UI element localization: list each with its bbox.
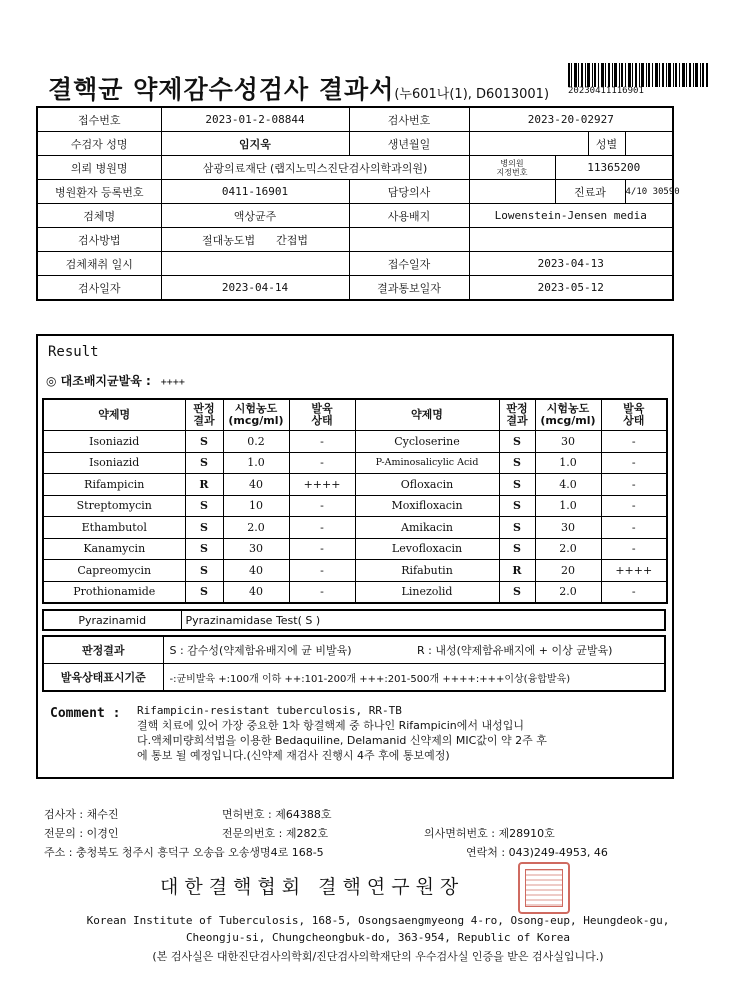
cell-right-growth: ++++ (601, 560, 667, 582)
drug-table-body (43, 431, 667, 604)
method-value-1: 절대농도법 (201, 233, 256, 247)
test-date-label: 검사일자 (37, 276, 161, 301)
cell-left-concentration: 40 (223, 474, 289, 496)
col-judge (185, 399, 223, 431)
address: 주소 : 충청북도 청주시 흥덕구 오송읍 오송생명4로 168-5 (44, 846, 324, 859)
col-judge-1: 판정 (193, 402, 215, 415)
col-drug-r: 약제명 (355, 399, 499, 431)
col-judge-r-1: 판정 (506, 402, 528, 415)
dept-label: 진료과 (555, 180, 625, 204)
doctor-label: 담당의사 (349, 180, 469, 204)
drug-susceptibility-table (42, 398, 668, 604)
inst-no-label-2: 지정번호 (496, 167, 528, 177)
cell-left-drug: Rifampicin (43, 474, 185, 496)
cell-right-drug: Moxifloxacin (355, 495, 499, 517)
cell-right-result: S (499, 538, 535, 560)
growth-criteria-label: 발육상태표시기준 (43, 664, 163, 692)
cell-left-concentration: 40 (223, 560, 289, 582)
col-growth-1: 발육 (311, 402, 333, 415)
col-conc-r-2: (mcg/ml) (540, 414, 596, 427)
method-empty-2 (469, 228, 673, 252)
cell-left-concentration: 2.0 (223, 517, 289, 539)
cell-left-drug: Streptomycin (43, 495, 185, 517)
inst-no-value: 11365200 (555, 156, 673, 180)
license-no: 면허번호 : 제64388호 (222, 808, 332, 821)
title-main: 결핵균 약제감수성검사 결과서 (48, 75, 395, 104)
sex-value (625, 132, 673, 156)
test-date-value: 2023-04-14 (161, 276, 349, 301)
official-seal (518, 862, 570, 914)
cell-right-growth: - (601, 538, 667, 560)
cell-left-growth: - (289, 495, 355, 517)
comment-line: Rifampicin-resistant tuberculosis, RR-TB (137, 704, 402, 717)
cell-left-drug: Isoniazid (43, 431, 185, 453)
cell-right-result: S (499, 581, 535, 603)
inst-no-label (469, 156, 555, 180)
patient-name-label: 수검자 성명 (37, 132, 161, 156)
table-row (43, 474, 667, 496)
table-row (43, 538, 667, 560)
inst-no-label-1: 병의원 (500, 158, 524, 168)
medium-value: Lowenstein-Jensen media (469, 204, 673, 228)
english-address-1: Korean Institute of Tuberculosis, 168-5, Osongsaengmyeong 4-ro, Osong-eup, Heungdeok-gu, (86, 914, 670, 927)
control-growth-label: ◎ 대조배지균발육 : (46, 374, 151, 388)
comment-label: Comment : (50, 706, 121, 721)
pyrazinamid-table (42, 609, 666, 631)
table-header-row (43, 399, 667, 431)
judge-criteria-label: 판정결과 (43, 636, 163, 664)
col-conc (223, 399, 289, 431)
test-no-label: 검사번호 (349, 107, 469, 132)
cell-left-drug: Kanamycin (43, 538, 185, 560)
col-judge-2: 결과 (193, 414, 215, 427)
doctor-value (469, 180, 555, 204)
table-row (43, 581, 667, 603)
control-growth (46, 372, 185, 389)
table-row (43, 495, 667, 517)
comment-line: 다.액체미량희석법을 이용한 Bedaquiline, Delamanid 신약제의 MIC값이 약 2주 후 (137, 734, 547, 747)
cell-left-drug: Ethambutol (43, 517, 185, 539)
patient-name-value: 임지욱 (161, 132, 349, 156)
hospital-label: 의뢰 병원명 (37, 156, 161, 180)
report-date-value: 2023-05-12 (469, 276, 673, 301)
method-value (161, 228, 349, 252)
cell-left-concentration: 30 (223, 538, 289, 560)
cell-right-drug: Cycloserine (355, 431, 499, 453)
cell-right-result: S (499, 517, 535, 539)
cell-left-growth: - (289, 452, 355, 474)
cell-right-growth: - (601, 495, 667, 517)
patient-info-table (36, 106, 680, 301)
cell-right-result: R (499, 560, 535, 582)
result-label: Result (48, 344, 99, 360)
doctor-license-no: 의사면허번호 : 제28910호 (424, 827, 555, 840)
cell-left-growth: - (289, 560, 355, 582)
cell-left-result: S (185, 495, 223, 517)
seal-pattern (525, 869, 563, 907)
method-label: 검사방법 (37, 228, 161, 252)
cell-right-drug: Ofloxacin (355, 474, 499, 496)
contact: 연락처 : 043)249-4953, 46 (466, 846, 608, 859)
collect-date-label: 검체채취 일시 (37, 252, 161, 276)
tester: 검사자 : 채수진 (44, 808, 119, 821)
reception-no-value: 2023-01-2-08844 (161, 107, 349, 132)
cell-left-result: R (185, 474, 223, 496)
receive-date-value: 2023-04-13 (469, 252, 673, 276)
col-growth-2: 상태 (311, 414, 333, 427)
judge-criteria-r: R : 내성(약제함유배지에 + 이상 균발육) (411, 636, 665, 664)
pyrazinamid-label: Pyrazinamid (43, 610, 181, 630)
cell-right-concentration: 1.0 (535, 452, 601, 474)
report-date-label: 결과통보일자 (349, 276, 469, 301)
table-row (43, 517, 667, 539)
cell-left-growth: - (289, 581, 355, 603)
cell-left-growth: - (289, 431, 355, 453)
cell-left-concentration: 10 (223, 495, 289, 517)
cell-left-growth: - (289, 517, 355, 539)
cell-right-result: S (499, 495, 535, 517)
cell-left-drug: Capreomycin (43, 560, 185, 582)
specimen-value: 액상균주 (161, 204, 349, 228)
cell-right-result: S (499, 452, 535, 474)
cell-left-result: S (185, 517, 223, 539)
cell-right-concentration: 30 (535, 431, 601, 453)
dept-value: 4/10 30590 (625, 180, 673, 204)
cell-left-result: S (185, 452, 223, 474)
cell-right-concentration: 4.0 (535, 474, 601, 496)
cell-right-growth: - (601, 452, 667, 474)
specimen-label: 검체명 (37, 204, 161, 228)
col-conc-r (535, 399, 601, 431)
specialist: 전문의 : 이경인 (44, 827, 119, 840)
cell-left-drug: Prothionamide (43, 581, 185, 603)
cell-left-growth: ++++ (289, 474, 355, 496)
cell-right-concentration: 2.0 (535, 581, 601, 603)
cell-left-result: S (185, 560, 223, 582)
cell-right-growth: - (601, 581, 667, 603)
cell-right-concentration: 30 (535, 517, 601, 539)
receive-date-label: 접수일자 (349, 252, 469, 276)
criteria-table (42, 635, 666, 692)
cell-left-growth: - (289, 538, 355, 560)
col-conc-2: (mcg/ml) (228, 414, 284, 427)
comment-line: 에 통보 될 예정입니다.(신약제 재검사 진행시 4주 후에 통보예정) (137, 749, 450, 762)
table-row (43, 452, 667, 474)
control-growth-value: ++++ (160, 377, 185, 388)
col-judge-r-2: 결과 (506, 414, 528, 427)
col-growth-r-2: 상태 (623, 414, 645, 427)
table-row (43, 431, 667, 453)
specialist-no: 전문의번호 : 제282호 (222, 827, 329, 840)
english-address-2: Cheongju-si, Chungcheongbuk-do, 363-954, Republic of Korea (185, 931, 571, 944)
cell-left-result: S (185, 581, 223, 603)
cell-right-concentration: 20 (535, 560, 601, 582)
hospital-value: 삼광의료재단 (랩지노믹스진단검사의학과의원) (161, 156, 469, 180)
col-conc-r-1: 시험농도 (546, 402, 590, 415)
cell-right-drug: Linezolid (355, 581, 499, 603)
certification-notice: (본 검사실은 대한진단검사의학회/진단검사의학재단의 우수검사실 인증을 받은 검사실입니다.) (152, 950, 604, 963)
judge-criteria-s: S : 감수성(약제함유배지에 균 비발육) (163, 636, 411, 664)
cell-right-drug: Amikacin (355, 517, 499, 539)
birth-value (469, 132, 588, 156)
cell-right-result: S (499, 474, 535, 496)
reception-no-label: 접수번호 (37, 107, 161, 132)
comment-text (137, 703, 662, 763)
cell-right-growth: - (601, 517, 667, 539)
barcode-number: 20230411116901 (568, 86, 644, 96)
title-sub: (누601나(1), D6013001) (394, 87, 550, 102)
chart-no-label: 병원환자 등록번호 (37, 180, 161, 204)
table-row (43, 560, 667, 582)
birth-label: 생년월일 (349, 132, 469, 156)
cell-left-concentration: 1.0 (223, 452, 289, 474)
cell-right-drug: Levofloxacin (355, 538, 499, 560)
cell-right-growth: - (601, 431, 667, 453)
cell-left-result: S (185, 431, 223, 453)
collect-date-value (161, 252, 349, 276)
cell-left-concentration: 40 (223, 581, 289, 603)
cell-right-result: S (499, 431, 535, 453)
sex-label: 성별 (588, 132, 625, 156)
col-growth-r (601, 399, 667, 431)
chart-no-value: 0411-16901 (161, 180, 349, 204)
growth-criteria-value: -:균비발육 +:100개 이하 ++:101-200개 +++:201-500개 ++++:+++이상(융합발육) (163, 664, 665, 692)
cell-left-result: S (185, 538, 223, 560)
cell-right-concentration: 1.0 (535, 495, 601, 517)
col-growth-r-1: 발육 (623, 402, 645, 415)
cell-right-growth: - (601, 474, 667, 496)
medium-label: 사용배지 (349, 204, 469, 228)
col-judge-r (499, 399, 535, 431)
cell-right-drug: P-Aminosalicylic Acid (355, 452, 499, 474)
col-growth (289, 399, 355, 431)
cell-right-concentration: 2.0 (535, 538, 601, 560)
col-conc-1: 시험농도 (234, 402, 278, 415)
pyrazinamid-value: Pyrazinamidase Test( S ) (181, 610, 665, 630)
test-no-value: 2023-20-02927 (469, 107, 673, 132)
comment-line: 결핵 치료에 있어 가장 중요한 1차 항결핵제 중 하나인 Rifampicin에서 내성입니 (137, 719, 525, 732)
method-empty-1 (349, 228, 469, 252)
cell-left-drug: Isoniazid (43, 452, 185, 474)
col-drug: 약제명 (43, 399, 185, 431)
cell-left-concentration: 0.2 (223, 431, 289, 453)
method-value-2: 간접법 (276, 233, 308, 247)
cell-right-drug: Rifabutin (355, 560, 499, 582)
document-title (48, 70, 549, 106)
barcode-image (568, 63, 708, 87)
organization-name: 대한결핵협회 결핵연구원장 (160, 876, 465, 898)
